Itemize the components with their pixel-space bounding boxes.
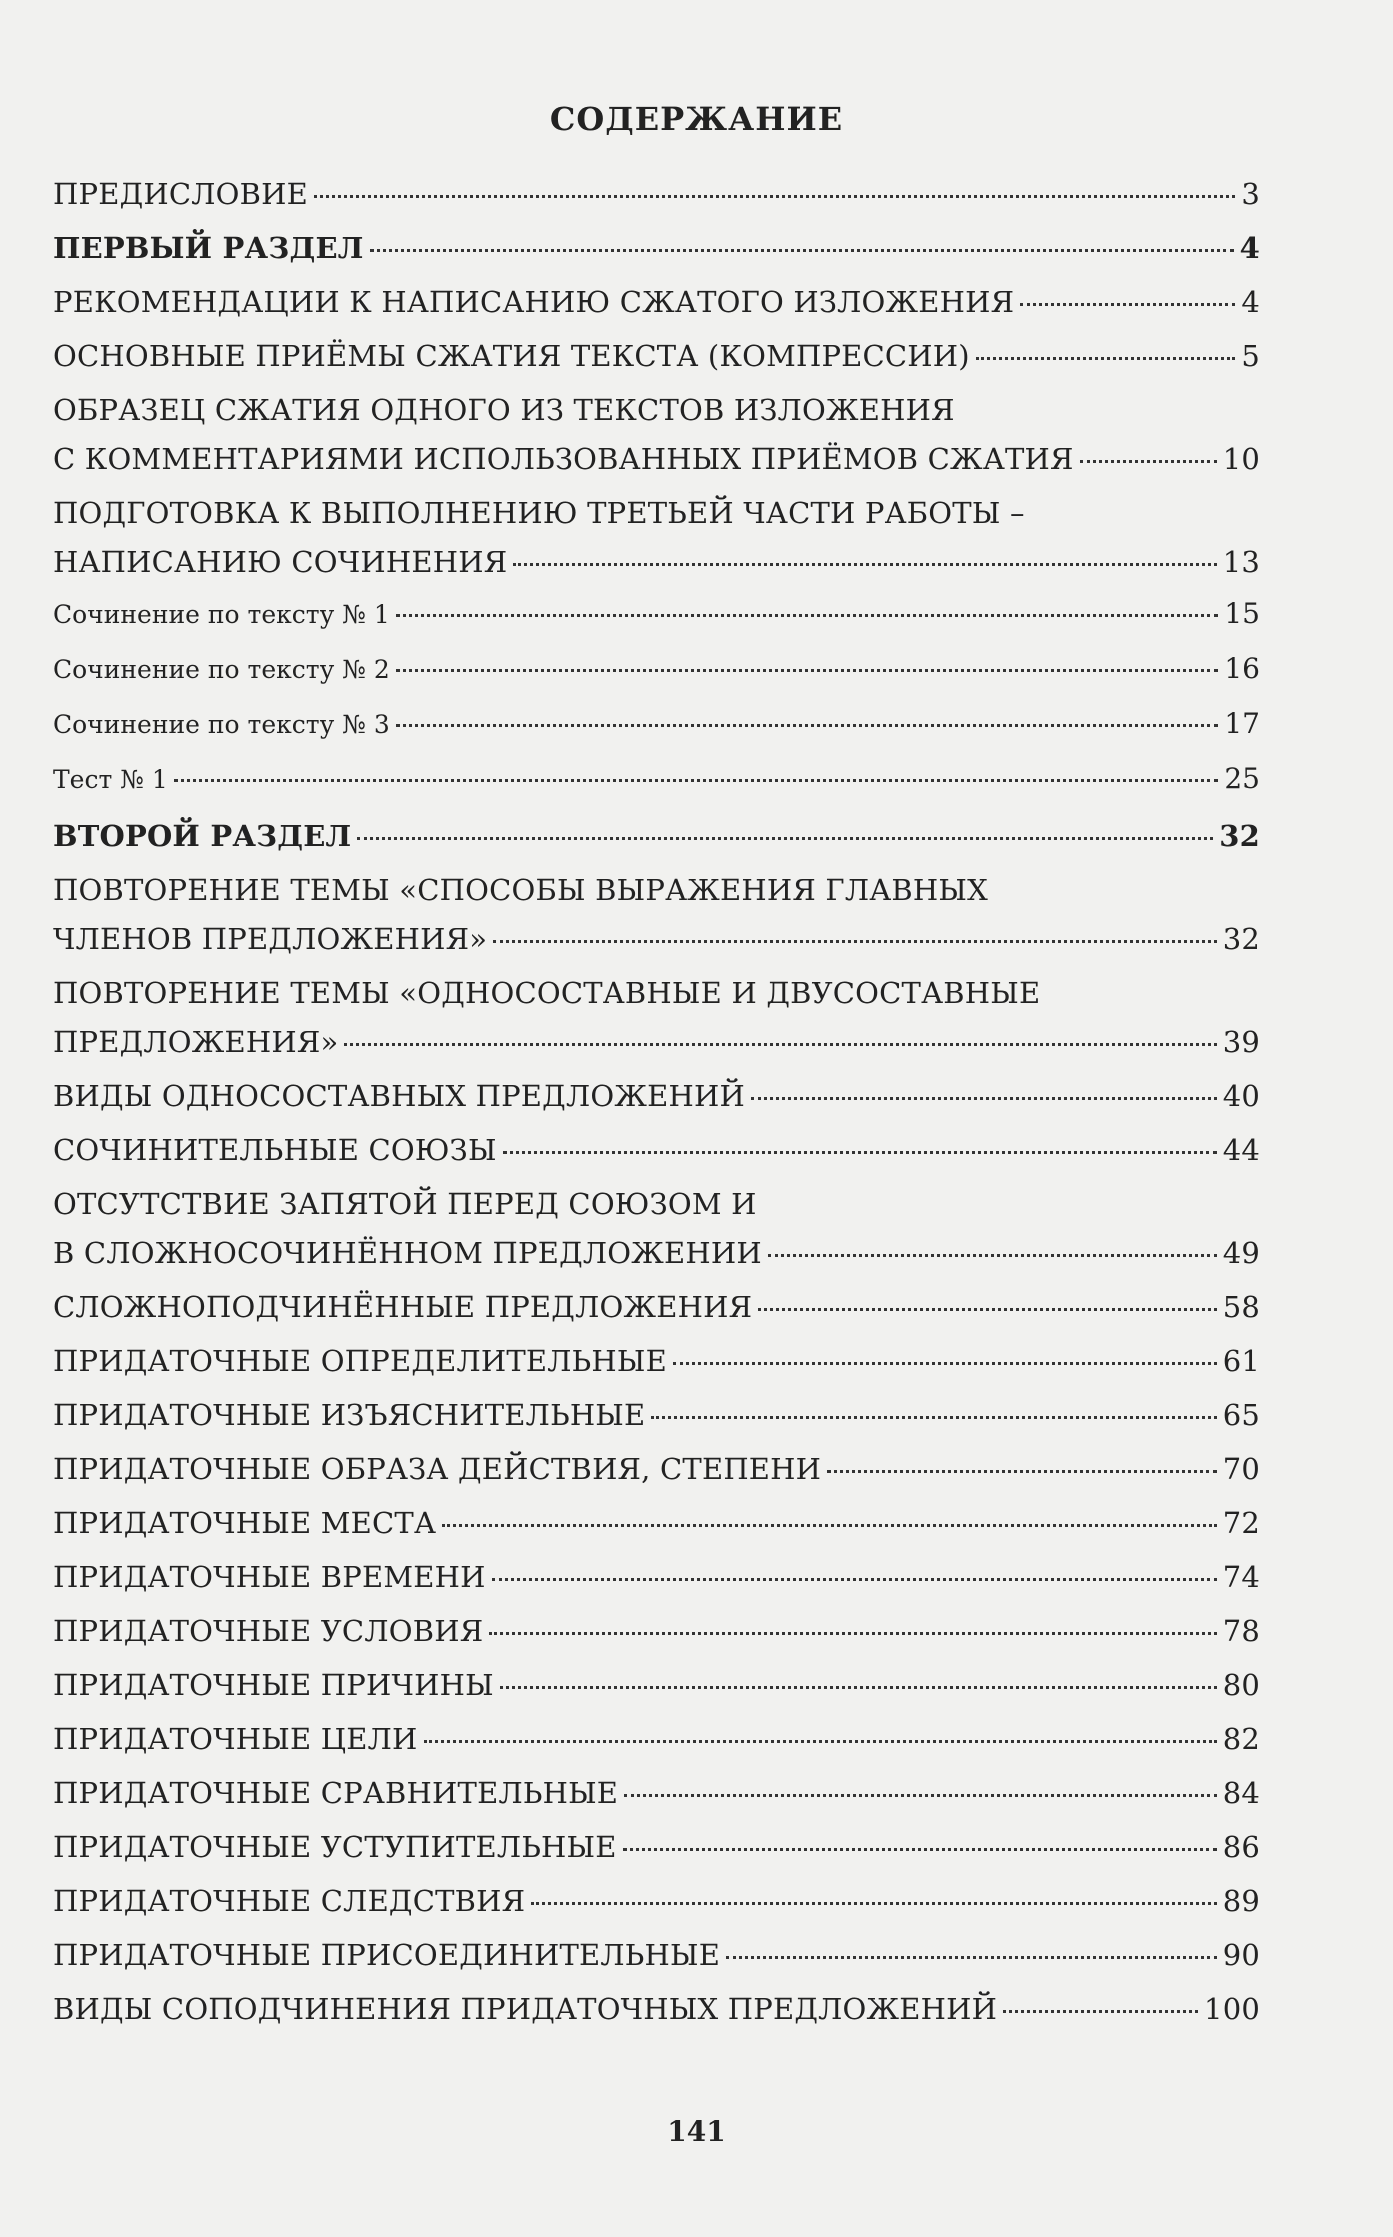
dot-leader (442, 1524, 1217, 1527)
toc-entry-title: ПРИДАТОЧНЫЕ ОБРАЗА ДЕЙСТВИЯ, СТЕПЕНИ (53, 1452, 822, 1486)
toc-entry-title: ПРИДАТОЧНЫЕ СЛЕДСТВИЯ (53, 1884, 526, 1918)
toc-entry-page: 15 (1224, 597, 1260, 630)
toc-entry-line (53, 757, 1260, 802)
toc-entry-line (53, 866, 1260, 915)
toc-entry-page: 82 (1222, 1722, 1260, 1756)
dot-leader (651, 1416, 1216, 1419)
dot-leader (424, 1740, 1217, 1743)
toc-entry-page: 16 (1224, 652, 1260, 685)
toc-entry-line (53, 1229, 1260, 1278)
toc-entry-page: 44 (1222, 1133, 1260, 1167)
toc-entry-page: 100 (1204, 1992, 1260, 2026)
dot-leader (1020, 303, 1235, 306)
toc-entry-title: ПРИДАТОЧНЫЕ ЦЕЛИ (53, 1722, 418, 1756)
toc-entry-title: ПОВТОРЕНИЕ ТЕМЫ «СПОСОБЫ ВЫРАЖЕНИЯ ГЛАВНЫХ (53, 873, 988, 907)
dot-leader (489, 1632, 1216, 1635)
dot-leader (314, 195, 1235, 198)
toc-entry (53, 592, 1260, 637)
toc-entry (53, 1553, 1260, 1602)
toc-entry-page: 4 (1241, 285, 1260, 319)
dot-leader (344, 1043, 1216, 1046)
toc-entry (53, 1985, 1260, 2034)
toc-entry-line (53, 538, 1260, 587)
toc-entry-line (53, 1715, 1260, 1764)
toc-entry-line (53, 1769, 1260, 1818)
toc-entry-page: 84 (1222, 1776, 1260, 1810)
toc-entry-line (53, 386, 1260, 435)
toc-entry-page: 32 (1222, 922, 1260, 956)
toc-entry-line (53, 1661, 1260, 1710)
dot-leader (827, 1470, 1217, 1473)
toc-entry (53, 1180, 1260, 1278)
toc-entry (53, 1877, 1260, 1926)
dot-leader (493, 940, 1216, 943)
toc-entry-title: ПРИДАТОЧНЫЕ ОПРЕДЕЛИТЕЛЬНЫЕ (53, 1344, 668, 1378)
toc-entry-title: ПОВТОРЕНИЕ ТЕМЫ «ОДНОСОСТАВНЫЕ И ДВУСОСТАВНЫЕ (53, 976, 1041, 1010)
toc-entry-line (53, 1337, 1260, 1386)
toc-entry-page: 32 (1219, 819, 1260, 853)
toc-entry (53, 1715, 1260, 1764)
toc-entry-page: 70 (1222, 1452, 1260, 1486)
toc-entry-line (53, 1553, 1260, 1602)
toc-entry-line (53, 170, 1260, 219)
dot-leader (500, 1686, 1217, 1689)
toc-entry (53, 1769, 1260, 1818)
dot-leader (1080, 460, 1217, 463)
toc-entry (53, 647, 1260, 692)
toc-entry-title: ПРИДАТОЧНЫЕ ПРИСОЕДИНИТЕЛЬНЫЕ (53, 1938, 721, 1972)
toc-entry-title: ПРЕДЛОЖЕНИЯ» (53, 1025, 339, 1059)
dot-leader (503, 1151, 1217, 1154)
toc-entry-line (53, 278, 1260, 327)
toc-entry-page: 25 (1224, 762, 1260, 795)
toc-entry-line (53, 435, 1260, 484)
toc-entry-title: ОБРАЗЕЦ СЖАТИЯ ОДНОГО ИЗ ТЕКСТОВ ИЗЛОЖЕНИЯ (53, 393, 955, 427)
dot-leader (673, 1362, 1217, 1365)
toc-entry (53, 1283, 1260, 1332)
toc-entry-page: 65 (1222, 1398, 1260, 1432)
toc-entry (53, 1607, 1260, 1656)
toc-entry (53, 969, 1260, 1067)
toc-entry-title: ПРИДАТОЧНЫЕ СРАВНИТЕЛЬНЫЕ (53, 1776, 619, 1810)
toc-entry-title: СОЧИНИТЕЛЬНЫЕ СОЮЗЫ (53, 1133, 497, 1167)
dot-leader (513, 563, 1216, 566)
toc-entry-title: С КОММЕНТАРИЯМИ ИСПОЛЬЗОВАННЫХ ПРИЁМОВ СЖАТИЯ (53, 442, 1074, 476)
toc-entry-page: 90 (1222, 1938, 1260, 1972)
dot-leader (624, 1794, 1217, 1797)
toc-entry-line (53, 224, 1260, 273)
dot-leader (492, 1578, 1217, 1581)
dot-leader (751, 1097, 1217, 1100)
toc-entry-page: 61 (1222, 1344, 1260, 1378)
toc-entry-title: В СЛОЖНОСОЧИНЁННОМ ПРЕДЛОЖЕНИИ (53, 1236, 762, 1270)
toc-entry-page: 80 (1222, 1668, 1260, 1702)
dot-leader (174, 779, 1219, 782)
dot-leader (768, 1254, 1217, 1257)
toc-entry (53, 757, 1260, 802)
toc-entry-line (53, 1607, 1260, 1656)
toc-entry-title: Сочинение по тексту № 2 (53, 655, 390, 684)
toc-entry-page: 3 (1241, 177, 1260, 211)
toc-entry-line (53, 1391, 1260, 1440)
toc-entry-title: ЧЛЕНОВ ПРЕДЛОЖЕНИЯ» (53, 922, 488, 956)
toc-entry-line (53, 1126, 1260, 1175)
toc-entry (53, 1823, 1260, 1872)
toc-entry (53, 170, 1260, 219)
toc-entry (53, 489, 1260, 587)
toc-entry-line (53, 332, 1260, 381)
toc-entry-title: Сочинение по тексту № 3 (53, 710, 390, 739)
toc-entry-line (53, 592, 1260, 637)
toc-entry-line (53, 1985, 1260, 2034)
toc-entry-line (53, 1072, 1260, 1121)
toc-entry (53, 1661, 1260, 1710)
toc-entry-title: ВИДЫ СОПОДЧИНЕНИЯ ПРИДАТОЧНЫХ ПРЕДЛОЖЕНИЙ (53, 1992, 998, 2026)
toc-entry-title: ПРИДАТОЧНЫЕ УСЛОВИЯ (53, 1614, 484, 1648)
toc-entry-title: Тест № 1 (53, 765, 168, 794)
toc-entry-page: 72 (1222, 1506, 1260, 1540)
toc-entry-title: СЛОЖНОПОДЧИНЁННЫЕ ПРЕДЛОЖЕНИЯ (53, 1290, 753, 1324)
toc-entry-page: 40 (1222, 1079, 1260, 1113)
toc-entry (53, 278, 1260, 327)
toc-entry-line (53, 915, 1260, 964)
toc-entry (53, 1337, 1260, 1386)
toc-entry (53, 812, 1260, 861)
toc-entry-title: Сочинение по тексту № 1 (53, 600, 390, 629)
toc-entry-page: 78 (1222, 1614, 1260, 1648)
toc-entry-line (53, 702, 1260, 747)
toc-entry-page: 5 (1241, 339, 1260, 373)
toc-entry-page: 49 (1222, 1236, 1260, 1270)
dot-leader (758, 1308, 1216, 1311)
toc-entry-page: 86 (1222, 1830, 1260, 1864)
page-title: СОДЕРЖАНИЕ (549, 100, 844, 138)
toc-entry (53, 1499, 1260, 1548)
toc-entry (53, 702, 1260, 747)
toc-entry-line (53, 1931, 1260, 1980)
toc-entry-page: 13 (1222, 545, 1260, 579)
dot-leader (370, 249, 1234, 252)
toc-entry-line (53, 647, 1260, 692)
toc-entry-line (53, 1499, 1260, 1548)
toc-entry-title: ПРИДАТОЧНЫЕ ИЗЪЯСНИТЕЛЬНЫЕ (53, 1398, 646, 1432)
toc-entry-line (53, 1018, 1260, 1067)
toc-entry-page: 74 (1222, 1560, 1260, 1594)
dot-leader (357, 837, 1213, 840)
page-number: 141 (667, 2115, 726, 2148)
dot-leader (1003, 2010, 1198, 2013)
toc-entry-title: ОСНОВНЫЕ ПРИЁМЫ СЖАТИЯ ТЕКСТА (КОМПРЕССИИ) (53, 339, 970, 373)
toc-entry (53, 332, 1260, 381)
toc-entry (53, 1391, 1260, 1440)
toc-entry-page: 10 (1222, 442, 1260, 476)
dot-leader (976, 357, 1236, 360)
dot-leader (623, 1848, 1217, 1851)
toc-entry-page: 89 (1222, 1884, 1260, 1918)
toc-entry-line (53, 1445, 1260, 1494)
toc-entry (53, 1126, 1260, 1175)
toc-entry-line (53, 812, 1260, 861)
toc-entry-line (53, 969, 1260, 1018)
toc-entry-line (53, 1823, 1260, 1872)
toc-entry-title: ОТСУТСТВИЕ ЗАПЯТОЙ ПЕРЕД СОЮЗОМ И (53, 1187, 757, 1221)
dot-leader (531, 1902, 1216, 1905)
dot-leader (726, 1956, 1217, 1959)
toc-entry-title: НАПИСАНИЮ СОЧИНЕНИЯ (53, 545, 508, 579)
toc-entry-title: ВТОРОЙ РАЗДЕЛ (53, 819, 352, 853)
toc-entry (53, 1072, 1260, 1121)
toc-entry-title: ПРИДАТОЧНЫЕ ВРЕМЕНИ (53, 1560, 486, 1594)
toc-entry-title: ПОДГОТОВКА К ВЫПОЛНЕНИЮ ТРЕТЬЕЙ ЧАСТИ РАБОТЫ – (53, 496, 1025, 530)
table-of-contents (53, 170, 1260, 2039)
dot-leader (396, 669, 1219, 672)
toc-entry-page: 17 (1224, 707, 1260, 740)
toc-entry-line (53, 1180, 1260, 1229)
toc-entry (53, 1931, 1260, 1980)
toc-entry-page: 58 (1222, 1290, 1260, 1324)
toc-entry-line (53, 1877, 1260, 1926)
toc-entry-title: РЕКОМЕНДАЦИИ К НАПИСАНИЮ СЖАТОГО ИЗЛОЖЕНИЯ (53, 285, 1015, 319)
toc-entry (53, 224, 1260, 273)
toc-entry-title: ПРИДАТОЧНЫЕ МЕСТА (53, 1506, 437, 1540)
dot-leader (396, 614, 1219, 617)
toc-entry (53, 386, 1260, 484)
toc-entry-title: ПРИДАТОЧНЫЕ УСТУПИТЕЛЬНЫЕ (53, 1830, 617, 1864)
toc-entry-line (53, 1283, 1260, 1332)
toc-entry-page: 39 (1222, 1025, 1260, 1059)
toc-entry-title: ПЕРВЫЙ РАЗДЕЛ (53, 231, 364, 265)
toc-entry-title: ПРЕДИСЛОВИЕ (53, 177, 308, 211)
toc-entry (53, 1445, 1260, 1494)
toc-entry (53, 866, 1260, 964)
toc-entry-line (53, 489, 1260, 538)
toc-entry-title: ВИДЫ ОДНОСОСТАВНЫХ ПРЕДЛОЖЕНИЙ (53, 1079, 745, 1113)
toc-entry-title: ПРИДАТОЧНЫЕ ПРИЧИНЫ (53, 1668, 494, 1702)
toc-entry-page: 4 (1239, 231, 1260, 265)
dot-leader (396, 724, 1219, 727)
